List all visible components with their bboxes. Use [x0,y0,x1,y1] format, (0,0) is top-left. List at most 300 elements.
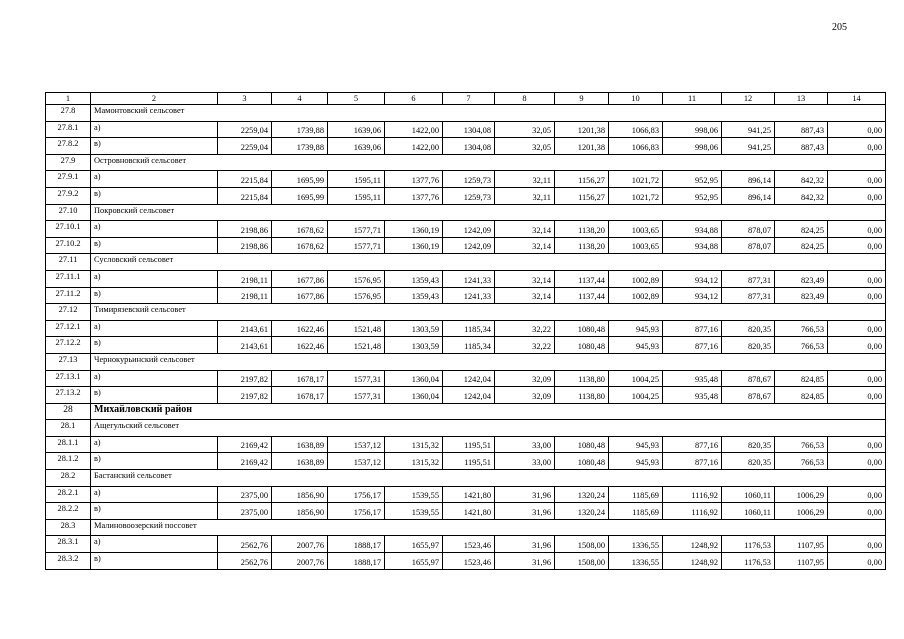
value-cell: 1021,72 [609,171,663,188]
value-cell: 824,85 [775,370,828,387]
value-cell: 1080,48 [555,320,609,337]
row-subtype: в) [91,237,218,254]
table-row [46,337,886,354]
value-cell: 1421,80 [443,486,495,503]
header-cell: 11 [663,93,722,105]
section-title: Ащегульский сельсовет [91,420,886,437]
value-cell: 945,93 [609,453,663,470]
value-cell: 1576,95 [328,270,385,287]
value-cell: 1537,12 [328,436,385,453]
row-code: 27.12.1 [46,320,91,337]
value-cell: 1138,20 [555,221,609,238]
value-cell: 1523,46 [443,536,495,553]
value-cell: 877,16 [663,453,722,470]
header-cell: 7 [443,93,495,105]
value-cell: 1360,19 [385,237,443,254]
table-row [46,187,886,204]
section-row [46,304,886,321]
section-row [46,204,886,221]
section-title: Мамонтовский сельсовет [91,105,886,122]
value-cell: 820,35 [722,320,775,337]
value-cell: 1521,48 [328,337,385,354]
row-subtype: а) [91,270,218,287]
section-row [46,353,886,370]
value-cell: 31,96 [495,536,555,553]
value-cell: 1739,88 [272,121,328,138]
row-code: 28.3 [46,519,91,536]
value-cell: 1539,55 [385,503,443,520]
value-cell: 32,05 [495,121,555,138]
value-cell: 1739,88 [272,138,328,155]
header-cell: 9 [555,93,609,105]
header-cell: 8 [495,93,555,105]
value-cell: 1377,76 [385,187,443,204]
value-cell: 1066,83 [609,138,663,155]
value-cell: 824,85 [775,387,828,404]
value-cell: 1577,71 [328,237,385,254]
value-cell: 0,00 [828,270,886,287]
header-cell: 10 [609,93,663,105]
value-cell: 1138,80 [555,387,609,404]
value-cell: 1201,38 [555,138,609,155]
row-code: 27.8.2 [46,138,91,155]
row-code: 28.1.2 [46,453,91,470]
value-cell: 1360,04 [385,370,443,387]
row-subtype: в) [91,387,218,404]
section-title: Сусловский сельсовет [91,254,886,271]
value-cell: 1678,62 [272,237,328,254]
row-code: 27.9.2 [46,187,91,204]
value-cell: 2169,42 [218,436,272,453]
value-cell: 1107,95 [775,553,828,570]
value-cell: 935,48 [663,370,722,387]
value-cell: 2215,84 [218,171,272,188]
value-cell: 32,22 [495,320,555,337]
value-cell: 0,00 [828,387,886,404]
value-cell: 2007,76 [272,536,328,553]
value-cell: 0,00 [828,138,886,155]
value-cell: 1638,89 [272,453,328,470]
value-cell: 32,14 [495,270,555,287]
value-cell: 1138,20 [555,237,609,254]
value-cell: 1021,72 [609,187,663,204]
value-cell: 1576,95 [328,287,385,304]
tariff-table [45,92,886,570]
row-code: 27.8.1 [46,121,91,138]
value-cell: 1622,46 [272,337,328,354]
value-cell: 2198,11 [218,270,272,287]
value-cell: 878,07 [722,221,775,238]
value-cell: 1195,51 [443,453,495,470]
row-code: 28.2 [46,470,91,487]
value-cell: 1003,65 [609,237,663,254]
value-cell: 1315,32 [385,436,443,453]
value-cell: 2198,11 [218,287,272,304]
value-cell: 1004,25 [609,387,663,404]
value-cell: 1303,59 [385,320,443,337]
value-cell: 842,32 [775,187,828,204]
table-row [46,370,886,387]
value-cell: 945,93 [609,337,663,354]
value-cell: 1888,17 [328,536,385,553]
value-cell: 1678,17 [272,370,328,387]
section-row [46,105,886,122]
section-title: Малиновоозерский поссовет [91,519,886,536]
value-cell: 1756,17 [328,503,385,520]
section-row [46,420,886,437]
value-cell: 1002,89 [609,270,663,287]
value-cell: 1242,04 [443,370,495,387]
value-cell: 1138,80 [555,370,609,387]
row-subtype: а) [91,171,218,188]
row-code: 27.9.1 [46,171,91,188]
table-row [46,436,886,453]
value-cell: 1195,51 [443,436,495,453]
value-cell: 877,16 [663,436,722,453]
value-cell: 1304,08 [443,138,495,155]
header-cell: 4 [272,93,328,105]
value-cell: 2375,00 [218,503,272,520]
value-cell: 1259,73 [443,187,495,204]
row-code: 27.10.2 [46,237,91,254]
value-cell: 820,35 [722,337,775,354]
value-cell: 896,14 [722,171,775,188]
value-cell: 33,00 [495,453,555,470]
table-row [46,171,886,188]
value-cell: 0,00 [828,370,886,387]
header-cell: 2 [91,93,218,105]
value-cell: 0,00 [828,187,886,204]
value-cell: 1315,32 [385,453,443,470]
row-subtype: в) [91,187,218,204]
value-cell: 1336,55 [609,536,663,553]
value-cell: 1156,27 [555,171,609,188]
value-cell: 2169,42 [218,453,272,470]
value-cell: 1421,80 [443,503,495,520]
value-cell: 1336,55 [609,553,663,570]
section-row [46,470,886,487]
section-row [46,154,886,171]
value-cell: 2259,04 [218,138,272,155]
value-cell: 2375,00 [218,486,272,503]
value-cell: 0,00 [828,536,886,553]
value-cell: 0,00 [828,221,886,238]
value-cell: 32,14 [495,287,555,304]
value-cell: 878,67 [722,370,775,387]
value-cell: 998,06 [663,138,722,155]
row-subtype: а) [91,320,218,337]
table-row [46,453,886,470]
value-cell: 766,53 [775,320,828,337]
value-cell: 2562,76 [218,553,272,570]
value-cell: 0,00 [828,171,886,188]
value-cell: 1756,17 [328,486,385,503]
value-cell: 1856,90 [272,503,328,520]
value-cell: 1639,06 [328,138,385,155]
value-cell: 1320,24 [555,503,609,520]
district-title: Михайловский район [91,403,886,420]
value-cell: 2198,86 [218,221,272,238]
value-cell: 766,53 [775,436,828,453]
value-cell: 1521,48 [328,320,385,337]
row-subtype: а) [91,486,218,503]
value-cell: 32,11 [495,187,555,204]
value-cell: 2259,04 [218,121,272,138]
value-cell: 1242,04 [443,387,495,404]
value-cell: 887,43 [775,138,828,155]
value-cell: 1677,86 [272,270,328,287]
value-cell: 1248,92 [663,553,722,570]
row-subtype: в) [91,138,218,155]
value-cell: 820,35 [722,453,775,470]
row-subtype: в) [91,287,218,304]
row-code: 28.1.1 [46,436,91,453]
value-cell: 31,96 [495,486,555,503]
value-cell: 1006,29 [775,503,828,520]
value-cell: 1241,33 [443,287,495,304]
value-cell: 1060,11 [722,486,775,503]
table-row [46,270,886,287]
row-code: 27.13.1 [46,370,91,387]
value-cell: 32,14 [495,221,555,238]
table-row [46,121,886,138]
row-code: 27.13.2 [46,387,91,404]
value-cell: 1639,06 [328,121,385,138]
value-cell: 2215,84 [218,187,272,204]
value-cell: 0,00 [828,121,886,138]
value-cell: 824,25 [775,221,828,238]
value-cell: 877,16 [663,320,722,337]
value-cell: 823,49 [775,270,828,287]
value-cell: 945,93 [609,320,663,337]
row-subtype: а) [91,536,218,553]
row-code: 27.12.2 [46,337,91,354]
value-cell: 887,43 [775,121,828,138]
value-cell: 1856,90 [272,486,328,503]
value-cell: 0,00 [828,337,886,354]
value-cell: 878,67 [722,387,775,404]
row-code: 27.11.1 [46,270,91,287]
value-cell: 0,00 [828,287,886,304]
value-cell: 2197,82 [218,387,272,404]
value-cell: 935,48 [663,387,722,404]
value-cell: 1156,27 [555,187,609,204]
value-cell: 1888,17 [328,553,385,570]
row-subtype: а) [91,121,218,138]
value-cell: 1259,73 [443,171,495,188]
value-cell: 33,00 [495,436,555,453]
row-subtype: в) [91,553,218,570]
row-code: 28.2.1 [46,486,91,503]
row-subtype: а) [91,221,218,238]
table-row [46,138,886,155]
value-cell: 1695,99 [272,187,328,204]
value-cell: 1422,00 [385,138,443,155]
section-title: Тимирязевский сельсовет [91,304,886,321]
value-cell: 1176,53 [722,553,775,570]
value-cell: 1060,11 [722,503,775,520]
row-code: 27.10.1 [46,221,91,238]
value-cell: 1116,92 [663,486,722,503]
row-code: 28.1 [46,420,91,437]
value-cell: 1595,11 [328,171,385,188]
section-title: Бастанский сельсовет [91,470,886,487]
value-cell: 1638,89 [272,436,328,453]
row-subtype: в) [91,453,218,470]
value-cell: 1359,43 [385,270,443,287]
value-cell: 1185,69 [609,503,663,520]
value-cell: 1107,95 [775,536,828,553]
table-row [46,503,886,520]
table-row [46,553,886,570]
table-row [46,237,886,254]
value-cell: 1539,55 [385,486,443,503]
value-cell: 1695,99 [272,171,328,188]
header-cell: 1 [46,93,91,105]
value-cell: 1577,31 [328,387,385,404]
value-cell: 0,00 [828,453,886,470]
value-cell: 1595,11 [328,187,385,204]
value-cell: 823,49 [775,287,828,304]
value-cell: 1248,92 [663,536,722,553]
value-cell: 952,95 [663,171,722,188]
value-cell: 1303,59 [385,337,443,354]
table-row [46,221,886,238]
row-code: 27.11.2 [46,287,91,304]
value-cell: 941,25 [722,121,775,138]
value-cell: 2143,61 [218,337,272,354]
value-cell: 1508,00 [555,553,609,570]
section-title: Островновский сельсовет [91,154,886,171]
row-code: 27.9 [46,154,91,171]
value-cell: 998,06 [663,121,722,138]
value-cell: 1137,44 [555,287,609,304]
value-cell: 0,00 [828,486,886,503]
value-cell: 877,31 [722,270,775,287]
table-body [46,93,886,570]
value-cell: 934,88 [663,237,722,254]
section-title: Чернокурьинский сельсовет [91,353,886,370]
value-cell: 0,00 [828,553,886,570]
value-cell: 1241,33 [443,270,495,287]
value-cell: 32,14 [495,237,555,254]
value-cell: 896,14 [722,187,775,204]
value-cell: 0,00 [828,237,886,254]
value-cell: 945,93 [609,436,663,453]
row-code: 27.13 [46,353,91,370]
value-cell: 766,53 [775,337,828,354]
value-cell: 1655,97 [385,536,443,553]
value-cell: 2007,76 [272,553,328,570]
value-cell: 1242,09 [443,221,495,238]
value-cell: 0,00 [828,320,886,337]
row-code: 28.3.2 [46,553,91,570]
value-cell: 2143,61 [218,320,272,337]
value-cell: 941,25 [722,138,775,155]
header-cell: 13 [775,93,828,105]
value-cell: 1066,83 [609,121,663,138]
value-cell: 0,00 [828,503,886,520]
value-cell: 1655,97 [385,553,443,570]
row-code: 27.10 [46,204,91,221]
value-cell: 1359,43 [385,287,443,304]
header-cell: 3 [218,93,272,105]
section-title: Покровский сельсовет [91,204,886,221]
value-cell: 1137,44 [555,270,609,287]
table-row [46,320,886,337]
header-row [46,93,886,105]
value-cell: 1304,08 [443,121,495,138]
row-subtype: а) [91,436,218,453]
value-cell: 1080,48 [555,337,609,354]
value-cell: 842,32 [775,171,828,188]
value-cell: 1677,86 [272,287,328,304]
value-cell: 1116,92 [663,503,722,520]
value-cell: 877,16 [663,337,722,354]
row-code: 28 [46,403,91,420]
value-cell: 934,12 [663,287,722,304]
row-subtype: а) [91,370,218,387]
row-subtype: в) [91,503,218,520]
district-row [46,403,886,420]
value-cell: 1577,31 [328,370,385,387]
header-cell: 12 [722,93,775,105]
value-cell: 1006,29 [775,486,828,503]
row-code: 27.8 [46,105,91,122]
section-row [46,519,886,536]
value-cell: 32,05 [495,138,555,155]
value-cell: 0,00 [828,436,886,453]
page-number: 205 [832,22,847,33]
value-cell: 2197,82 [218,370,272,387]
value-cell: 878,07 [722,237,775,254]
value-cell: 1678,62 [272,221,328,238]
row-code: 28.3.1 [46,536,91,553]
value-cell: 1201,38 [555,121,609,138]
value-cell: 2198,86 [218,237,272,254]
value-cell: 1360,04 [385,387,443,404]
header-cell: 14 [828,93,886,105]
value-cell: 1320,24 [555,486,609,503]
value-cell: 1185,34 [443,337,495,354]
value-cell: 1422,00 [385,121,443,138]
value-cell: 32,09 [495,387,555,404]
table-row [46,387,886,404]
value-cell: 766,53 [775,453,828,470]
value-cell: 32,09 [495,370,555,387]
value-cell: 2562,76 [218,536,272,553]
value-cell: 1523,46 [443,553,495,570]
value-cell: 1185,69 [609,486,663,503]
value-cell: 1678,17 [272,387,328,404]
value-cell: 1508,00 [555,536,609,553]
value-cell: 1176,53 [722,536,775,553]
table-row [46,536,886,553]
value-cell: 32,11 [495,171,555,188]
value-cell: 1080,48 [555,453,609,470]
value-cell: 1242,09 [443,237,495,254]
value-cell: 1537,12 [328,453,385,470]
table-row [46,287,886,304]
value-cell: 824,25 [775,237,828,254]
value-cell: 31,96 [495,503,555,520]
value-cell: 1004,25 [609,370,663,387]
value-cell: 934,88 [663,221,722,238]
header-cell: 5 [328,93,385,105]
value-cell: 1377,76 [385,171,443,188]
value-cell: 1360,19 [385,221,443,238]
row-code: 27.12 [46,304,91,321]
